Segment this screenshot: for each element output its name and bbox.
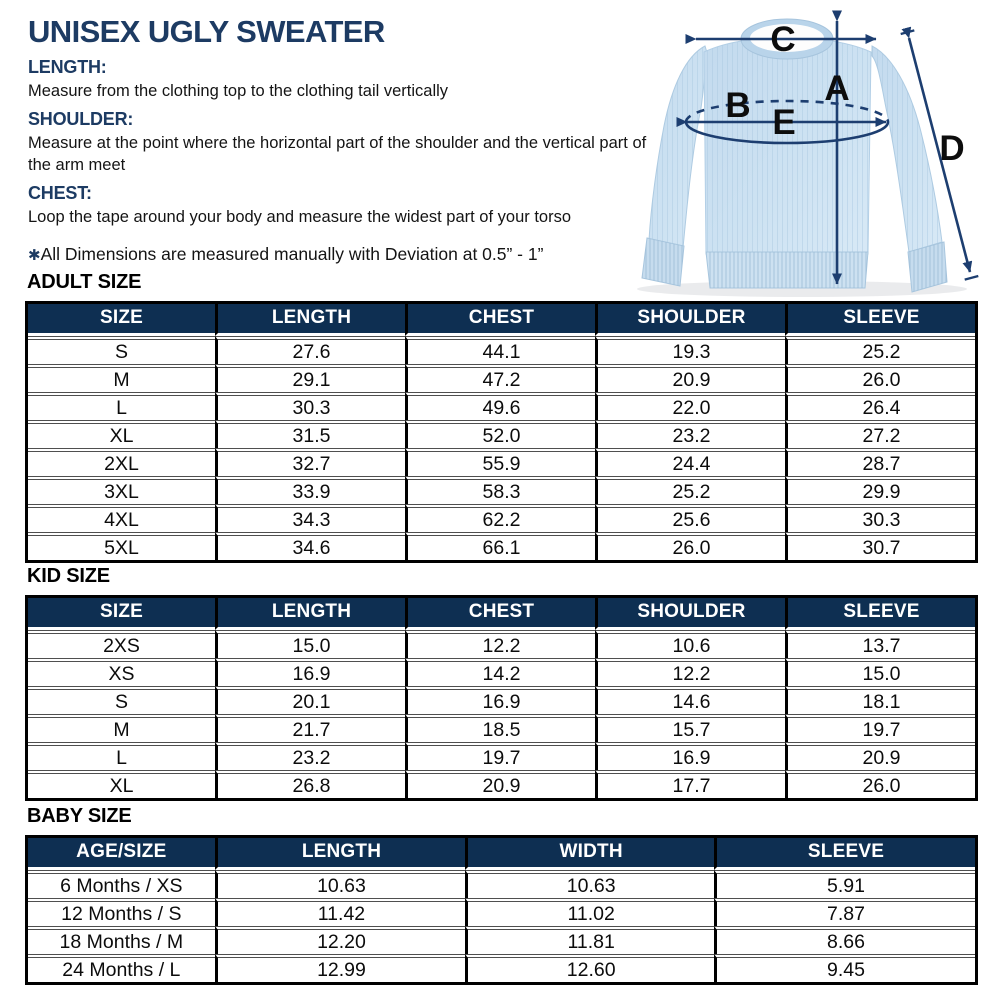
value-cell: 7.87 bbox=[714, 898, 975, 926]
label-b: B bbox=[725, 86, 751, 125]
adult-size-title: ADULT SIZE bbox=[27, 271, 142, 293]
table-row bbox=[28, 532, 975, 560]
value-cell: 24.4 bbox=[595, 448, 785, 476]
value-cell: 26.0 bbox=[785, 364, 975, 392]
column-header: SIZE bbox=[28, 304, 215, 336]
size-cell: 2XL bbox=[28, 448, 215, 476]
value-cell: 58.3 bbox=[405, 476, 595, 504]
column-header: LENGTH bbox=[215, 304, 405, 336]
value-cell: 34.3 bbox=[215, 504, 405, 532]
page-title: UNISEX UGLY SWEATER bbox=[28, 14, 385, 49]
table-row bbox=[28, 954, 975, 982]
value-cell: 17.7 bbox=[595, 770, 785, 798]
value-cell: 13.7 bbox=[785, 630, 975, 658]
header-row bbox=[28, 598, 975, 630]
value-cell: 8.66 bbox=[714, 926, 975, 954]
value-cell: 27.2 bbox=[785, 420, 975, 448]
label-d: D bbox=[939, 129, 965, 168]
value-cell: 12.2 bbox=[595, 658, 785, 686]
size-cell: 3XL bbox=[28, 476, 215, 504]
table-row bbox=[28, 476, 975, 504]
header-row bbox=[28, 304, 975, 336]
value-cell: 15.0 bbox=[215, 630, 405, 658]
table-row bbox=[28, 898, 975, 926]
kid-size-title: KID SIZE bbox=[27, 565, 110, 587]
value-cell: 16.9 bbox=[595, 742, 785, 770]
column-header: SHOULDER bbox=[595, 304, 785, 336]
column-header: CHEST bbox=[405, 304, 595, 336]
table-row bbox=[28, 658, 975, 686]
value-cell: 66.1 bbox=[405, 532, 595, 560]
instruction-heading: LENGTH: bbox=[28, 57, 107, 77]
table-row bbox=[28, 686, 975, 714]
value-cell: 22.0 bbox=[595, 392, 785, 420]
value-cell: 29.9 bbox=[785, 476, 975, 504]
value-cell: 30.7 bbox=[785, 532, 975, 560]
size-cell: M bbox=[28, 364, 215, 392]
column-header: SIZE bbox=[28, 598, 215, 630]
instruction-text: Measure from the clothing top to the clothing tail vertically bbox=[28, 82, 449, 100]
value-cell: 14.2 bbox=[405, 658, 595, 686]
label-e: E bbox=[772, 103, 796, 142]
sleeve-arrow-top-tick bbox=[901, 30, 915, 34]
value-cell: 14.6 bbox=[595, 686, 785, 714]
size-cell: XL bbox=[28, 420, 215, 448]
value-cell: 11.81 bbox=[465, 926, 714, 954]
size-cell: L bbox=[28, 392, 215, 420]
instruction-text: Loop the tape around your body and measure the widest part of your torso bbox=[28, 208, 572, 226]
table-row bbox=[28, 420, 975, 448]
value-cell: 20.9 bbox=[785, 742, 975, 770]
sweater-measurement-diagram bbox=[620, 0, 1000, 298]
value-cell: 23.2 bbox=[595, 420, 785, 448]
adult-size-section bbox=[25, 271, 978, 563]
size-cell: 5XL bbox=[28, 532, 215, 560]
value-cell: 12.2 bbox=[405, 630, 595, 658]
value-cell: 5.91 bbox=[714, 870, 975, 898]
value-cell: 20.9 bbox=[595, 364, 785, 392]
value-cell: 23.2 bbox=[215, 742, 405, 770]
table-row bbox=[28, 870, 975, 898]
asterisk-icon: ✱ bbox=[28, 247, 41, 264]
value-cell: 16.9 bbox=[215, 658, 405, 686]
value-cell: 32.7 bbox=[215, 448, 405, 476]
sweater-left-sleeve bbox=[642, 46, 708, 286]
size-cell: L bbox=[28, 742, 215, 770]
table-row bbox=[28, 364, 975, 392]
value-cell: 31.5 bbox=[215, 420, 405, 448]
sweater-right-sleeve bbox=[872, 46, 947, 292]
table-row bbox=[28, 714, 975, 742]
column-header: AGE/SIZE bbox=[28, 838, 215, 870]
instruction-heading: SHOULDER: bbox=[28, 109, 134, 129]
measurement-instructions bbox=[28, 14, 648, 283]
size-cell: M bbox=[28, 714, 215, 742]
value-cell: 52.0 bbox=[405, 420, 595, 448]
table-row bbox=[28, 770, 975, 798]
value-cell: 12.99 bbox=[215, 954, 466, 982]
value-cell: 44.1 bbox=[405, 336, 595, 364]
instruction-length bbox=[28, 57, 648, 102]
value-cell: 15.7 bbox=[595, 714, 785, 742]
size-cell: XL bbox=[28, 770, 215, 798]
size-cell: 4XL bbox=[28, 504, 215, 532]
size-cell: XS bbox=[28, 658, 215, 686]
value-cell: 19.7 bbox=[785, 714, 975, 742]
instruction-chest bbox=[28, 183, 648, 228]
value-cell: 15.0 bbox=[785, 658, 975, 686]
value-cell: 10.63 bbox=[215, 870, 466, 898]
value-cell: 30.3 bbox=[785, 504, 975, 532]
size-cell: S bbox=[28, 336, 215, 364]
value-cell: 12.20 bbox=[215, 926, 466, 954]
instruction-shoulder bbox=[28, 109, 648, 176]
column-header: LENGTH bbox=[215, 598, 405, 630]
label-c: C bbox=[770, 20, 796, 59]
value-cell: 26.0 bbox=[785, 770, 975, 798]
value-cell: 26.4 bbox=[785, 392, 975, 420]
value-cell: 33.9 bbox=[215, 476, 405, 504]
size-cell: 12 Months / S bbox=[28, 898, 215, 926]
value-cell: 21.7 bbox=[215, 714, 405, 742]
column-header: SLEEVE bbox=[785, 304, 975, 336]
header-row bbox=[28, 838, 975, 870]
size-cell: 6 Months / XS bbox=[28, 870, 215, 898]
baby-size-title: BABY SIZE bbox=[27, 805, 132, 827]
table-row bbox=[28, 504, 975, 532]
value-cell: 20.9 bbox=[405, 770, 595, 798]
value-cell: 10.63 bbox=[465, 870, 714, 898]
value-cell: 27.6 bbox=[215, 336, 405, 364]
table-row bbox=[28, 630, 975, 658]
column-header: CHEST bbox=[405, 598, 595, 630]
kid-size-section bbox=[25, 565, 978, 801]
value-cell: 49.6 bbox=[405, 392, 595, 420]
adult-size-table bbox=[25, 301, 978, 563]
label-a: A bbox=[824, 69, 850, 108]
table-row bbox=[28, 742, 975, 770]
value-cell: 9.45 bbox=[714, 954, 975, 982]
value-cell: 19.7 bbox=[405, 742, 595, 770]
table-row bbox=[28, 926, 975, 954]
value-cell: 18.5 bbox=[405, 714, 595, 742]
value-cell: 26.8 bbox=[215, 770, 405, 798]
size-cell: 2XS bbox=[28, 630, 215, 658]
value-cell: 20.1 bbox=[215, 686, 405, 714]
value-cell: 26.0 bbox=[595, 532, 785, 560]
value-cell: 11.02 bbox=[465, 898, 714, 926]
baby-size-table bbox=[25, 835, 978, 985]
value-cell: 62.2 bbox=[405, 504, 595, 532]
deviation-note bbox=[28, 244, 648, 265]
value-cell: 29.1 bbox=[215, 364, 405, 392]
value-cell: 34.6 bbox=[215, 532, 405, 560]
table-row bbox=[28, 392, 975, 420]
table-row bbox=[28, 448, 975, 476]
value-cell: 25.6 bbox=[595, 504, 785, 532]
size-cell: 24 Months / L bbox=[28, 954, 215, 982]
value-cell: 28.7 bbox=[785, 448, 975, 476]
size-cell: S bbox=[28, 686, 215, 714]
column-header: WIDTH bbox=[465, 838, 714, 870]
value-cell: 30.3 bbox=[215, 392, 405, 420]
column-header: SHOULDER bbox=[595, 598, 785, 630]
value-cell: 47.2 bbox=[405, 364, 595, 392]
column-header: LENGTH bbox=[215, 838, 466, 870]
column-header: SLEEVE bbox=[785, 598, 975, 630]
deviation-note-text: All Dimensions are measured manually with Deviation at 0.5” - 1” bbox=[40, 244, 544, 264]
table-row bbox=[28, 336, 975, 364]
value-cell: 18.1 bbox=[785, 686, 975, 714]
value-cell: 16.9 bbox=[405, 686, 595, 714]
size-cell: 18 Months / M bbox=[28, 926, 215, 954]
kid-size-table bbox=[25, 595, 978, 801]
instruction-heading: CHEST: bbox=[28, 183, 92, 203]
value-cell: 25.2 bbox=[595, 476, 785, 504]
value-cell: 19.3 bbox=[595, 336, 785, 364]
value-cell: 11.42 bbox=[215, 898, 466, 926]
baby-size-section bbox=[25, 805, 978, 985]
value-cell: 12.60 bbox=[465, 954, 714, 982]
instruction-text: Measure at the point where the horizontal part of the shoulder and the vertical part of the arm meet bbox=[28, 134, 647, 174]
value-cell: 10.6 bbox=[595, 630, 785, 658]
value-cell: 25.2 bbox=[785, 336, 975, 364]
column-header: SLEEVE bbox=[714, 838, 975, 870]
value-cell: 55.9 bbox=[405, 448, 595, 476]
